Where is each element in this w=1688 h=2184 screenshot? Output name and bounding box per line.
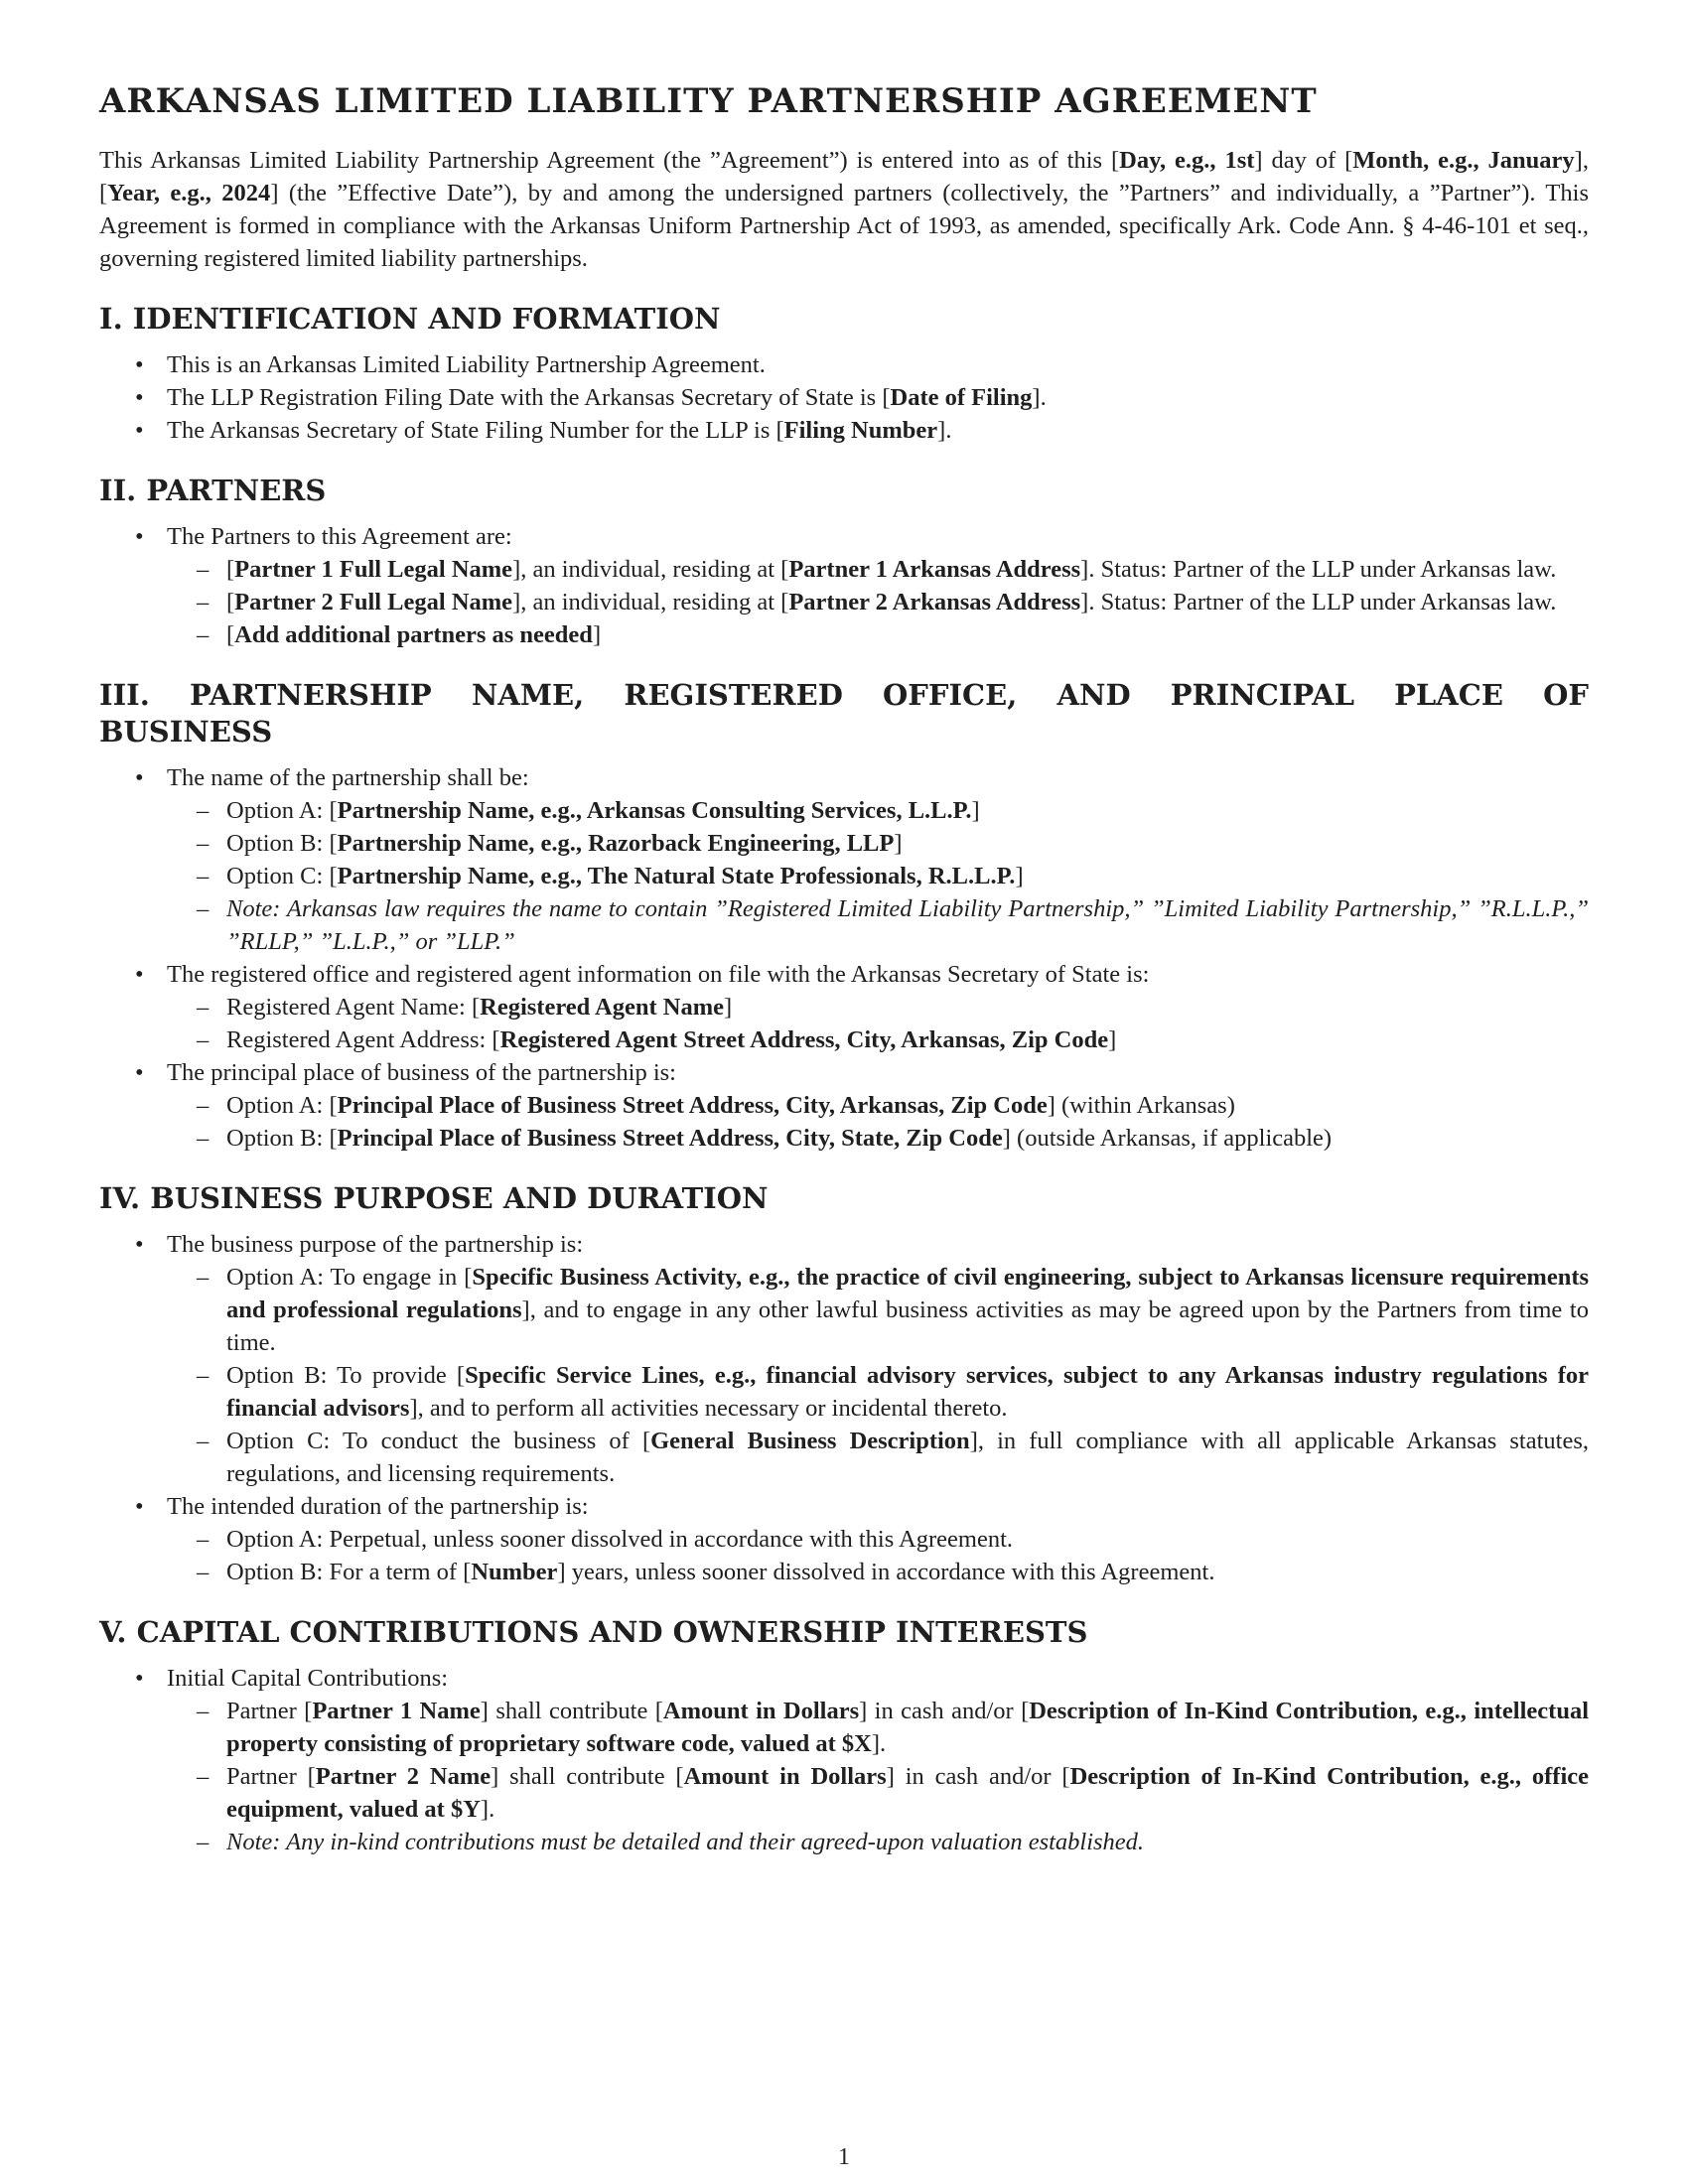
intro-text: ] (the ”Effective Date”), by and among the undersigned partners (collectively, the ”Partners” and individually, a ”Partner”). This Agreement is formed in compliance with the Arkansas Uniform Partnership Act of 1993, as amended, specifically Ark. Code Ann. § 4-46-101 et seq., governing registered limited liability partnerships.: [99, 179, 1589, 272]
day-placeholder: Day, e.g., 1st: [1119, 146, 1255, 174]
list-item: [99, 1662, 1589, 1858]
partners-list: [99, 520, 1589, 651]
sublist-item: – Registered Agent Address: [Registered Agent Street Address, City, Arkansas, Zip Code]: [167, 1024, 1589, 1056]
list-item-text: Partner [: [226, 1698, 313, 1725]
list-item: [99, 958, 1589, 1056]
sublist-item: – Option B: [Partnership Name, e.g., Razorback Engineering, LLP]: [167, 827, 1589, 860]
list-item-text: ], and to engage in any other lawful business activities as may be agreed upon by the Partners from time to time.: [226, 1297, 1589, 1357]
sublist-item: [167, 1523, 1589, 1556]
document-title: ARKANSAS LIMITED LIABILITY PARTNERSHIP AGREEMENT: [99, 81, 1318, 121]
list-item-text: ].: [1032, 384, 1047, 412]
list-item-text: The Partners to this Agreement are:: [167, 523, 512, 551]
list-item-text: Option C: To conduct the business of [: [226, 1428, 651, 1455]
year-placeholder: Year, e.g., 2024: [107, 179, 271, 206]
list-item-text: Option B: [: [226, 1124, 338, 1152]
purpose-option-c-placeholder: General Business Description: [650, 1428, 970, 1455]
purpose-option-a-placeholder: Specific Business Activity, e.g., the practice of civil engineering, subject to Arkansas licensure requirements and professional regulations: [226, 1264, 1590, 1324]
sublist-item: [167, 1122, 1589, 1155]
list-item-text: ] in cash and/or [: [886, 1763, 1070, 1791]
sublist-item: [167, 1556, 1589, 1588]
list-item: [99, 414, 1589, 447]
sublist-item: – [Add additional partners as needed]: [167, 618, 1589, 651]
list-item-text: Option B: For a term of [: [226, 1559, 472, 1586]
name-options-sublist: [167, 794, 1589, 958]
list-item-text: Registered Agent Address: [: [226, 1025, 500, 1053]
name-office-list: [99, 761, 1589, 1155]
list-item-text: The intended duration of the partnership is:: [167, 1493, 589, 1521]
capital-list: [99, 1662, 1589, 1858]
agent-address-placeholder: Registered Agent Street Address, City, Arkansas, Zip Code: [499, 1025, 1109, 1053]
sublist-item: [167, 1425, 1589, 1490]
sublist-item: [167, 1261, 1589, 1359]
in-kind-description-placeholder: Description of In-Kind Contribution, e.g., office equipment, valued at $Y: [226, 1763, 1590, 1824]
list-item-text: ].: [480, 1796, 495, 1824]
partner-1-address-placeholder: Partner 1 Arkansas Address: [788, 556, 1081, 584]
intro-text: ], [: [99, 146, 1589, 206]
intro-text: ] day of [: [1254, 146, 1353, 174]
sublist-item: – Option C: [Partnership Name, e.g., The Natural State Professionals, R.L.L.P.]: [167, 860, 1589, 892]
list-item-text: ]. Status: Partner of the LLP under Arkansas law.: [1080, 556, 1557, 584]
list-item-text: Partner [: [226, 1763, 316, 1791]
list-item-text: Registered Agent Name: [: [226, 993, 481, 1021]
month-placeholder: Month, e.g., January: [1352, 146, 1575, 174]
list-item-text: ] (outside Arkansas, if applicable): [1002, 1124, 1333, 1152]
name-option-c-placeholder: Partnership Name, e.g., The Natural State Professionals, R.L.L.P.: [337, 862, 1016, 889]
list-item-text: ].: [871, 1730, 887, 1758]
principal-place-sublist: [167, 1089, 1589, 1155]
amount-placeholder: Amount in Dollars: [662, 1698, 860, 1725]
sublist-item: [167, 1695, 1589, 1760]
list-item-text: Option B: To provide [: [226, 1362, 466, 1390]
section-heading-purpose-duration: IV. BUSINESS PURPOSE AND DURATION: [99, 1180, 769, 1215]
amount-placeholder: Amount in Dollars: [683, 1763, 887, 1791]
list-item-text: ] years, unless sooner dissolved in accordance with this Agreement.: [557, 1559, 1215, 1586]
list-item: [99, 1228, 1589, 1490]
agent-name-placeholder: Registered Agent Name: [480, 993, 724, 1021]
partner-1-name-placeholder: Partner 1 Full Legal Name: [234, 556, 513, 584]
list-item-text: ]. Status: Partner of the LLP under Arkansas law.: [1080, 589, 1557, 616]
list-item-text: The name of the partnership shall be:: [167, 763, 529, 791]
identification-list: [99, 348, 1589, 447]
name-option-b-placeholder: Partnership Name, e.g., Razorback Engineering, LLP: [337, 829, 895, 857]
in-kind-description-placeholder: Description of In-Kind Contribution, e.g., intellectual property consisting of proprietary software code, valued at $X: [226, 1698, 1590, 1758]
section-heading-name-office: III. PARTNERSHIP NAME, REGISTERED OFFICE, AND PRINCIPAL PLACE OF BUSINESS: [99, 678, 1589, 749]
sublist-item: – [Partner 1 Full Legal Name], an individual, residing at [Partner 1 Arkansas Address]. Status: Partner of the LLP under Arkansas law.: [167, 553, 1589, 586]
section-heading-capital: V. CAPITAL CONTRIBUTIONS AND OWNERSHIP INTERESTS: [99, 1615, 1088, 1650]
filing-date-placeholder: Date of Filing: [890, 384, 1033, 412]
term-number-placeholder: Number: [471, 1559, 558, 1586]
list-item-text: ].: [937, 417, 952, 445]
intro-paragraph: [99, 144, 1589, 275]
contributions-sublist: [167, 1695, 1589, 1858]
sublist-item: [167, 1760, 1589, 1826]
partner-1-name-placeholder: Partner 1 Name: [312, 1698, 481, 1725]
filing-number-placeholder: Filing Number: [783, 417, 938, 445]
sublist-item: – Registered Agent Name: [Registered Agent Name]: [167, 991, 1589, 1024]
list-item: [99, 1056, 1589, 1155]
list-item-text: Option A: [: [226, 796, 338, 824]
document-page: [99, 81, 1589, 1858]
list-item-text: Option C: [: [226, 862, 338, 889]
name-requirement-note: Note: Arkansas law requires the name to contain ”Registered Limited Liability Partnership,” ”Limited Liability Partnership,” ”R.L.L.P.,” ”RLLP,” ”L.L.P.,” or ”LLP.”: [226, 894, 1589, 955]
page-number: 1: [838, 2144, 850, 2170]
sublist-item: [167, 1359, 1589, 1425]
section-heading-identification: I. IDENTIFICATION AND FORMATION: [99, 301, 721, 336]
list-item-text: Option A: Perpetual, unless sooner dissolved in accordance with this Agreement.: [226, 1526, 1014, 1554]
list-item-text: Option A: To engage in [: [226, 1264, 473, 1292]
list-item-text: The registered office and registered agent information on file with the Arkansas Secretary of State is:: [167, 960, 1150, 988]
list-item-text: ] in cash and/or [: [859, 1698, 1030, 1725]
sublist-item: [167, 1826, 1589, 1858]
list-item-text: Option B: [: [226, 829, 338, 857]
sublist-item: [167, 892, 1589, 958]
list-item-text: ] shall contribute [: [480, 1698, 663, 1725]
principal-place-option-a-placeholder: Principal Place of Business Street Address, City, Arkansas, Zip Code: [337, 1091, 1048, 1119]
list-item-text: ] (within Arkansas): [1047, 1091, 1235, 1119]
additional-partners-placeholder: Add additional partners as needed: [234, 621, 593, 649]
registered-agent-sublist: [167, 991, 1589, 1056]
list-item-text: The principal place of business of the partnership is:: [167, 1058, 676, 1086]
partner-2-address-placeholder: Partner 2 Arkansas Address: [788, 589, 1081, 616]
list-item-text: ], and to perform all activities necessary or incidental thereto.: [409, 1395, 1008, 1423]
list-item-text: ], an individual, residing at [: [512, 589, 789, 616]
purpose-duration-list: [99, 1228, 1589, 1588]
in-kind-note: Note: Any in-kind contributions must be detailed and their agreed-upon valuation established.: [226, 1829, 1145, 1856]
partner-2-name-placeholder: Partner 2 Full Legal Name: [234, 589, 513, 616]
list-item-text: ], an individual, residing at [: [512, 556, 789, 584]
list-item: [99, 381, 1589, 414]
list-item-text: ] shall contribute [: [491, 1763, 684, 1791]
partners-sublist: [167, 553, 1589, 651]
duration-options-sublist: [167, 1523, 1589, 1588]
list-item-text: Option A: [: [226, 1091, 338, 1119]
list-item-text: ], in full compliance with all applicable Arkansas statutes, regulations, and licensing requirements.: [226, 1428, 1589, 1488]
sublist-item: – Option A: [Partnership Name, e.g., Arkansas Consulting Services, L.L.P.]: [167, 794, 1589, 827]
name-option-a-placeholder: Partnership Name, e.g., Arkansas Consulting Services, L.L.P.: [337, 796, 972, 824]
list-item-text: The LLP Registration Filing Date with the Arkansas Secretary of State is [: [167, 384, 891, 412]
list-item-text: Initial Capital Contributions:: [167, 1665, 449, 1693]
list-item: [99, 1490, 1589, 1588]
list-item-text: The business purpose of the partnership is:: [167, 1231, 584, 1259]
intro-text: This Arkansas Limited Liability Partnership Agreement (the ”Agreement”) is entered into as of this [: [99, 146, 1120, 174]
section-heading-partners: II. PARTNERS: [99, 474, 327, 508]
list-item: [99, 520, 1589, 651]
sublist-item: – [Partner 2 Full Legal Name], an individual, residing at [Partner 2 Arkansas Address]. Status: Partner of the LLP under Arkansas law.: [167, 586, 1589, 618]
principal-place-option-b-placeholder: Principal Place of Business Street Address, City, State, Zip Code: [337, 1124, 1003, 1152]
purpose-option-b-placeholder: Specific Service Lines, e.g., financial advisory services, subject to any Arkansas industry regulations for financial advisors: [226, 1362, 1589, 1423]
list-item: [99, 348, 1589, 381]
list-item: [99, 761, 1589, 958]
purpose-options-sublist: [167, 1261, 1589, 1490]
sublist-item: [167, 1089, 1589, 1122]
list-item-text: The Arkansas Secretary of State Filing Number for the LLP is [: [167, 417, 784, 445]
list-item-text: This is an Arkansas Limited Liability Partnership Agreement.: [167, 351, 766, 379]
partner-2-name-placeholder: Partner 2 Name: [315, 1763, 492, 1791]
